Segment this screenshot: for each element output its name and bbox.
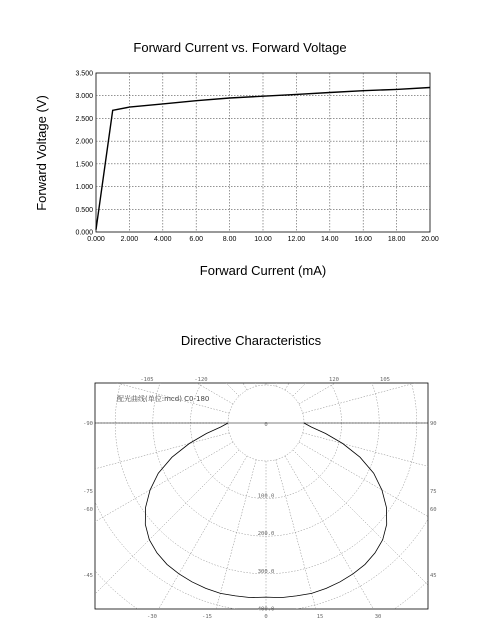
polar-chart-radial-label: 200.0 [257,531,275,538]
iv-chart-title: Forward Current vs. Forward Voltage [133,40,347,55]
polar-chart-title: Directive Characteristics [180,333,322,348]
polar-chart-radial-label: 0 [264,422,268,428]
iv-chart-y-tick-label: 2.000 [75,138,93,146]
iv-chart-y-tick-label: 3.500 [75,70,93,78]
iv-chart-y-tick-label: 1.000 [75,184,93,192]
polar-chart-bottom-angle-label: 15 [316,614,324,620]
polar-chart-left-angle-label: -90 [83,421,93,427]
polar-chart-right-angle-label: 75 [430,489,437,495]
iv-chart-y-tick-label: 1.500 [75,161,93,169]
polar-chart-bottom-angle-label: 30 [374,614,382,620]
polar-chart-top-angle-label: -105 [140,377,154,383]
polar-chart-bottom-angle-label: -15 [202,614,212,620]
polar-chart-radial-label: 100.0 [257,493,275,500]
polar-chart-left-angle-label: -60 [83,507,93,513]
iv-chart-x-tick-label: 6.00 [189,236,204,243]
polar-chart-top-angle-label: 120 [329,377,339,383]
iv-chart-x-tick-label: 8.00 [222,236,237,243]
iv-chart-x-axis-label: Forward Current (mA) [199,263,327,278]
polar-chart-right-angle-label: 45 [430,573,437,579]
iv-chart-x-tick-label: 12.00 [287,236,306,243]
iv-chart-x-tick-label: 10.00 [254,236,272,243]
polar-chart-left-angle-label: -75 [83,489,93,495]
iv-chart-x-tick-label: 4.000 [154,236,172,243]
iv-chart-y-axis-label: Forward Voltage (V) [34,95,49,211]
iv-chart-x-tick-label: 14.00 [321,236,339,243]
iv-chart-y-tick-label: 0.000 [75,229,93,237]
iv-chart-x-tick-label: 20.00 [421,236,439,243]
iv-chart-x-tick-label: 2.000 [120,236,139,243]
polar-chart-right-angle-label: 60 [430,507,437,513]
iv-chart-y-tick-label: 0.500 [75,206,93,214]
iv-chart-x-tick-label: 18.00 [387,236,406,243]
iv-chart-x-tick-label: 16.00 [354,236,372,243]
iv-chart-x-tick-label: 0.000 [87,236,105,243]
iv-chart-y-tick-label: 2.500 [75,115,93,123]
polar-chart-radial-label: 400.0 [257,606,275,613]
polar-chart-bottom-angle-label: 0 [264,614,268,620]
polar-chart-left-angle-label: -45 [83,573,93,579]
polar-chart-bottom-angle-label: -30 [147,614,157,620]
iv-chart [34,40,439,278]
polar-chart-radial-label: 300.0 [257,568,275,575]
iv-chart-y-tick-label: 3.000 [75,93,93,101]
iv-chart-x-ticks [87,236,439,243]
polar-chart-top-angle-label: -120 [194,377,208,383]
polar-chart-top-angle-label: 105 [380,377,390,383]
polar-chart-legend: 配光曲线(单位:mcd) C0-180 [117,395,210,403]
polar-chart-right-angle-label: 90 [430,421,437,427]
iv-chart-y-ticks [75,71,93,237]
